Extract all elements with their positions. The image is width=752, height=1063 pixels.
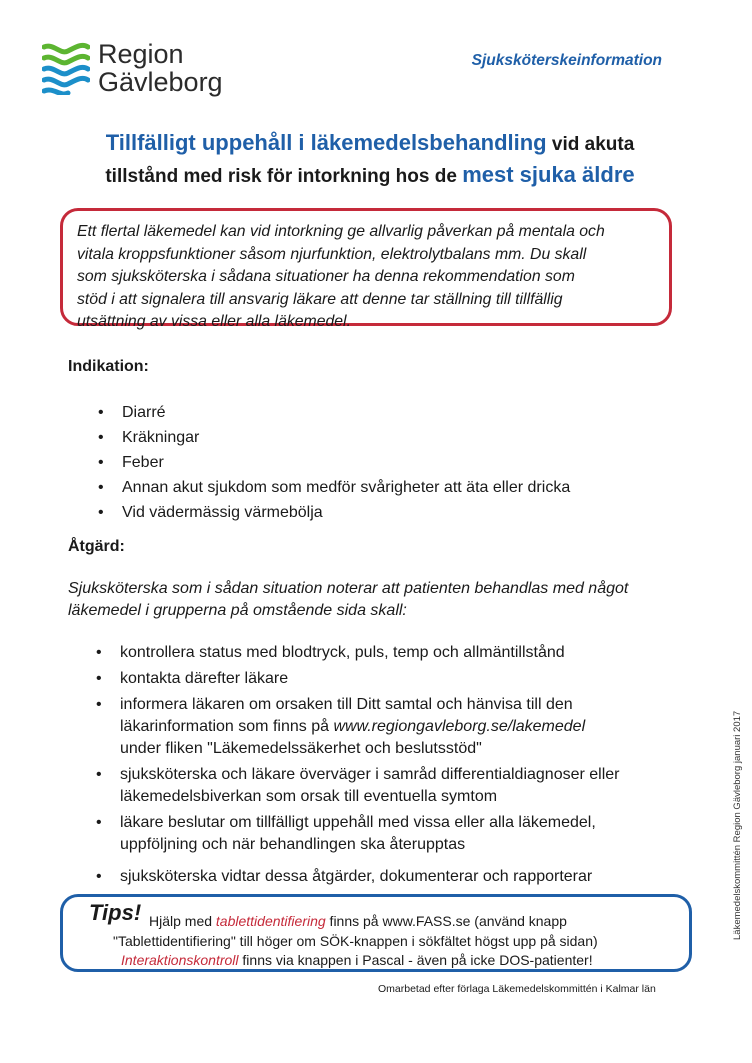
list-item-text: • läkare beslutar om tillfälligt uppehåll med vissa eller alla läkemedel,	[120, 814, 596, 831]
list-item-text	[120, 716, 620, 738]
list-item	[96, 812, 620, 856]
tips-heading: Tips!	[89, 900, 142, 925]
list-item	[96, 642, 620, 664]
list-item: • Diarré	[98, 400, 570, 425]
list-item-text: kontrollera status med blodtryck, puls, temp och allmäntillstånd	[120, 644, 565, 661]
logo-line-1: Region	[98, 39, 184, 69]
atgard-intro-line: Sjuksköterska som i sådan situation noterar att patienten behandlas med något	[68, 580, 629, 597]
list-item: • Feber	[98, 450, 570, 475]
list-item-text: läkemedelsbiverkan som orsak till eventuella symtom	[120, 788, 498, 805]
tips-text: finns på www.FASS.se (använd knapp	[325, 913, 567, 929]
info-box	[60, 208, 672, 330]
tips-text: finns via knappen i Pascal - även på icke DOS-patienter!	[238, 952, 593, 968]
tips-line-2: "Tablettidentifiering" till höger om SÖK-knappen i sökfältet högst upp på sidan)	[113, 933, 598, 949]
title-part-3: tillstånd med risk för intorkning hos de	[105, 166, 463, 187]
list-item: • Annan akut sjukdom som medför svårigheter att äta eller dricka	[98, 475, 570, 500]
tips-line-1	[149, 911, 567, 931]
list-item: • Vid vädermässig värmebölja	[98, 500, 570, 525]
list-item	[96, 694, 620, 760]
logo-line-2: Gävleborg	[98, 67, 223, 97]
list-item-text: • informera läkaren om orsaken till Ditt samtal och hänvisa till den	[120, 696, 573, 713]
tips-line-3	[121, 950, 593, 970]
list-item	[96, 668, 620, 690]
tips-highlight: tablettidentifiering	[215, 913, 326, 929]
title-part-4: mest sjuka äldre	[462, 162, 635, 187]
list-item-text: under fliken "Läkemedelssäkerhet och beslutsstöd"	[120, 740, 482, 757]
info-line: Ett flertal läkemedel kan vid intorkning ge allvarlig påverkan på mentala och	[77, 223, 605, 240]
tips-box	[60, 894, 692, 972]
atgard-heading: Åtgärd:	[68, 538, 125, 555]
side-note	[732, 708, 743, 940]
footer-note: Omarbetad efter förlaga Läkemedelskommittén i Kalmar län	[378, 983, 656, 995]
side-note-text: Läkemedelskommittén Region Gävleborg januari 2017	[732, 710, 743, 940]
list-item-text: kontakta därefter läkare	[120, 670, 289, 687]
region-logo	[42, 40, 223, 96]
info-line: utsättning av vissa eller alla läkemedel.	[77, 313, 351, 330]
list-item-text: uppföljning och när behandlingen ska återupptas	[120, 836, 466, 853]
title-part-1: Tillfälligt uppehåll i läkemedelsbehandling	[105, 130, 547, 155]
logo-waves-icon	[42, 41, 90, 95]
info-line: som sjuksköterska i sådana situationer ha denna rekommendation som	[77, 268, 575, 285]
info-line: stöd i att signalera till ansvarig läkare att denne tar ställning till tillfällig	[77, 290, 563, 308]
list-item: • Kräkningar	[98, 425, 570, 450]
list-item	[96, 866, 620, 888]
website-link[interactable]: www.regiongavleborg.se/lakemedel	[333, 718, 586, 735]
indikation-list	[98, 400, 570, 525]
tips-text: Hjälp med	[149, 913, 216, 929]
page-title	[40, 128, 700, 192]
atgard-list	[96, 642, 620, 888]
list-item-text: sjuksköterska vidtar dessa åtgärder, dokumenterar och rapporterar	[120, 868, 593, 885]
indikation-heading: Indikation:	[68, 358, 149, 375]
tips-highlight: Interaktionskontroll	[121, 952, 239, 968]
list-item-text: • sjuksköterska och läkare överväger i samråd differentialdiagnoser eller	[120, 766, 620, 783]
atgard-intro	[68, 578, 708, 622]
atgard-intro-line: läkemedel i grupperna på omstående sida skall:	[68, 602, 407, 619]
list-item-text-part: läkarinformation som finns på	[120, 718, 334, 735]
header-tag: Sjuksköterskeinformation	[471, 52, 662, 69]
title-part-2: vid akuta	[546, 134, 635, 155]
list-item	[96, 764, 620, 808]
info-line: vitala kroppsfunktioner såsom njurfunktion, elektrolytbalans mm. Du skall	[77, 245, 587, 263]
